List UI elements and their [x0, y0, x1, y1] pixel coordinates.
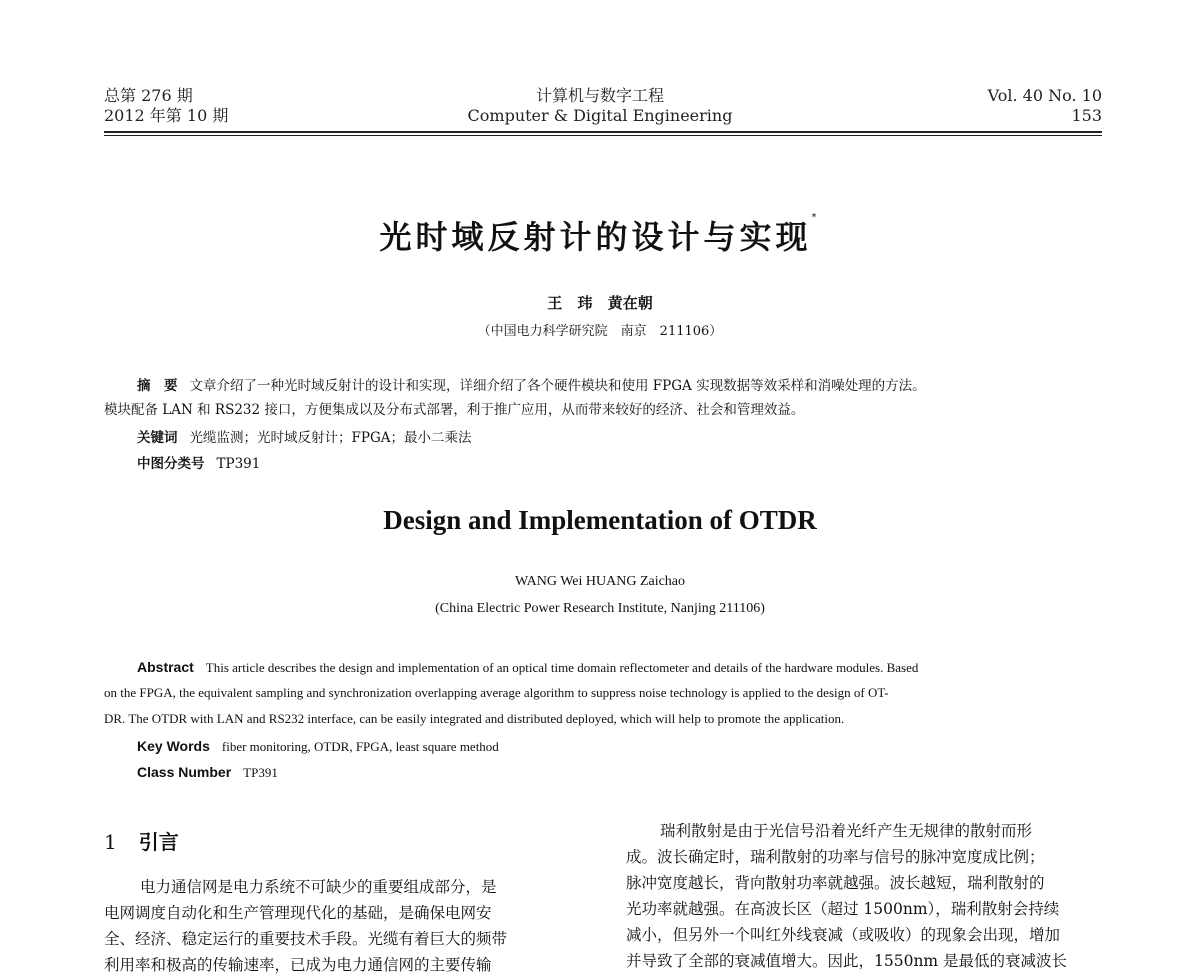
keywords-en-text: fiber monitoring, OTDR, FPGA, least square method [221, 739, 499, 754]
affiliation-en: (China Electric Power Research Institute, Nanjing 211106) [435, 601, 765, 616]
keywords-cn-label: 关键词 [137, 430, 178, 446]
class-number-cn-label: 中图分类号 [137, 456, 205, 472]
authors-cn: 王 玮 黄在朝 [547, 294, 653, 312]
keywords-en [137, 733, 499, 760]
abstract-cn-label: 摘 要 [137, 378, 178, 394]
body-left-line: 电力通信网是电力系统不可缺少的重要组成部分，是 [140, 878, 497, 896]
section-title: 引言 [138, 830, 179, 854]
page-number: 153 [1071, 106, 1102, 125]
journal-name-cn: 计算机与数字工程 [535, 86, 664, 105]
abstract-en-line1: This article describes the design and implementation of an optical time domain reflectometer and details of the hardware modules. Based [205, 660, 919, 675]
paper-title-en: Design and Implementation of OTDR [383, 505, 817, 535]
section-heading [104, 826, 179, 855]
keywords-cn-text: 光缆监测；光时域反射计；FPGA；最小二乘法 [189, 430, 472, 446]
volume-info [988, 86, 1102, 126]
header-rule-top [104, 131, 1102, 133]
class-number-cn [137, 452, 260, 476]
class-number-en-text: TP391 [243, 765, 278, 780]
class-number-en-label: Class Number [137, 764, 232, 780]
issue-total: 总第 276 期 [104, 86, 193, 105]
abstract-en [137, 654, 918, 681]
body-right-line: 并导致了全部的衰减值增大。因此，1550nm 是最低的衰减波长 [626, 952, 1068, 970]
abstract-cn [137, 374, 926, 398]
journal-name [350, 86, 850, 126]
body-left-line: 电网调度自动化和生产管理现代化的基础，是确保电网安 [104, 904, 492, 922]
title-footnote-mark: * [811, 212, 821, 223]
body-right-line: 瑞利散射是由于光信号沿着光纤产生无规律的散射而形 [660, 822, 1033, 840]
body-left-line: 利用率和极高的传输速率，已成为电力通信网的主要传输 [104, 956, 492, 974]
class-number-cn-text: TP391 [216, 456, 261, 472]
journal-issue-info [104, 86, 228, 126]
abstract-cn-line2: 模块配备 LAN 和 RS232 接口，方便集成以及分布式部署，利于推广应用，从而带来较好的经济、社会和管理效益。 [104, 402, 805, 418]
issue-year: 2012 年第 10 期 [104, 106, 229, 125]
body-right-line: 减小，但另外一个叫红外线衰减（或吸收）的现象会出现，增加 [626, 926, 1061, 944]
body-left-line: 全、经济、稳定运行的重要技术手段。光缆有着巨大的频带 [104, 930, 508, 948]
abstract-en-line2: on the FPGA, the equivalent sampling and synchronization overlapping average algorithm to suppress noise technology is applied to the design of OT- [104, 685, 889, 700]
keywords-cn [137, 426, 471, 450]
abstract-en-line3: DR. The OTDR with LAN and RS232 interface, can be easily integrated and distributed deployed, which will help to promote the application. [104, 711, 845, 726]
volume-number: Vol. 40 No. 10 [987, 86, 1102, 105]
paper-title-cn-text: 光时域反射计的设计与实现 [379, 218, 812, 256]
body-right-line: 成。波长确定时，瑞利散射的功率与信号的脉冲宽度成比例； [626, 848, 1045, 866]
affiliation-cn: （中国电力科学研究院 南京 211106） [477, 324, 723, 339]
paper-title-cn [0, 212, 1200, 258]
class-number-en [137, 759, 278, 786]
body-right-line: 脉冲宽度越长，背向散射功率就越强。波长越短，瑞利散射的 [626, 874, 1045, 892]
authors-en: WANG Wei HUANG Zaichao [514, 574, 686, 589]
abstract-cn-line1: 文章介绍了一种光时域反射计的设计和实现，详细介绍了各个硬件模块和使用 FPGA 实现数据等效采样和消噪处理的方法。 [189, 378, 926, 394]
section-number: 1 [104, 830, 117, 854]
keywords-en-label: Key Words [137, 738, 210, 754]
journal-name-en: Computer & Digital Engineering [467, 106, 733, 125]
body-right-line: 光功率就越强。在高波长区（超过 1500nm），瑞利散射会持续 [626, 900, 1060, 918]
abstract-en-label: Abstract [137, 659, 194, 675]
header-rule-bottom [104, 135, 1102, 136]
